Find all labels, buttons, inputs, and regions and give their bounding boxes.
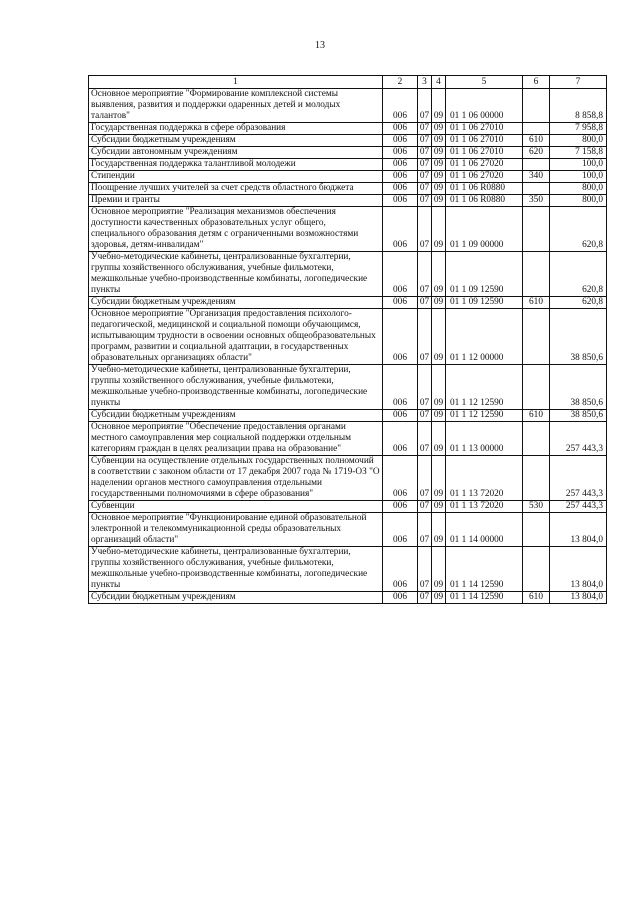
row-section-code: 07: [418, 207, 432, 252]
header-cell: 2: [383, 76, 418, 89]
table-row: [89, 365, 607, 410]
row-subsection-code: 09: [432, 456, 446, 501]
table-row: [89, 183, 607, 195]
row-grbs-code: 006: [383, 422, 418, 456]
row-target-article: 01 1 06 27020: [446, 159, 523, 171]
row-expense-type: [523, 513, 550, 547]
row-name: Учебно-методические кабинеты, централизованные бухгалтерии, группы хозяйственного обслуживания, учебные фильмотеки, межшкольные учебно-производственные комбинаты, логопедические пункты: [89, 365, 383, 410]
row-grbs-code: 006: [383, 183, 418, 195]
row-expense-type: 340: [523, 171, 550, 183]
row-target-article: 01 1 06 27010: [446, 147, 523, 159]
row-section-code: 07: [418, 89, 432, 123]
row-target-article: 01 1 12 00000: [446, 309, 523, 365]
row-section-code: 07: [418, 195, 432, 207]
row-target-article: 01 1 06 00000: [446, 89, 523, 123]
row-expense-type: 530: [523, 501, 550, 513]
row-section-code: 07: [418, 147, 432, 159]
row-subsection-code: 09: [432, 195, 446, 207]
row-subsection-code: 09: [432, 297, 446, 309]
row-target-article: 01 1 12 12590: [446, 365, 523, 410]
row-name: Субсидии бюджетным учреждениям: [89, 297, 383, 309]
row-name: Государственная поддержка в сфере образования: [89, 123, 383, 135]
table-row: [89, 207, 607, 252]
row-name: Основное мероприятие "Обеспечение предоставления органами местного самоуправления мер социальной поддержки отдельным категориям граждан в целях реализации права на образование": [89, 422, 383, 456]
row-amount: 7 958,8: [550, 123, 607, 135]
row-subsection-code: 09: [432, 135, 446, 147]
row-target-article: 01 1 06 27010: [446, 135, 523, 147]
row-name: Субвенции: [89, 501, 383, 513]
row-target-article: 01 1 14 12590: [446, 547, 523, 592]
table-row: [89, 252, 607, 297]
row-subsection-code: 09: [432, 147, 446, 159]
row-target-article: 01 1 13 72020: [446, 501, 523, 513]
row-subsection-code: 09: [432, 309, 446, 365]
table-row: [89, 147, 607, 159]
row-grbs-code: 006: [383, 592, 418, 604]
row-section-code: 07: [418, 513, 432, 547]
row-section-code: 07: [418, 501, 432, 513]
row-section-code: 07: [418, 422, 432, 456]
row-expense-type: [523, 547, 550, 592]
row-expense-type: [523, 456, 550, 501]
row-grbs-code: 006: [383, 195, 418, 207]
row-amount: 800,0: [550, 135, 607, 147]
row-subsection-code: 09: [432, 410, 446, 422]
row-expense-type: [523, 159, 550, 171]
row-grbs-code: 006: [383, 309, 418, 365]
row-grbs-code: 006: [383, 547, 418, 592]
table-row: [89, 159, 607, 171]
row-expense-type: [523, 89, 550, 123]
row-target-article: 01 1 06 R0880: [446, 183, 523, 195]
table-row: [89, 297, 607, 309]
row-amount: 38 850,6: [550, 309, 607, 365]
row-amount: 620,8: [550, 297, 607, 309]
row-section-code: 07: [418, 410, 432, 422]
row-subsection-code: 09: [432, 123, 446, 135]
row-expense-type: [523, 123, 550, 135]
row-name: Субвенции на осуществление отдельных государственных полномочий в соответствии с законом области от 17 декабря 2007 года № 1719-ОЗ "О наделении органов местного самоуправления отдельными государственными полномочиями в сфере образования": [89, 456, 383, 501]
row-expense-type: 350: [523, 195, 550, 207]
row-target-article: 01 1 06 R0880: [446, 195, 523, 207]
row-amount: 257 443,3: [550, 422, 607, 456]
row-amount: 8 858,8: [550, 89, 607, 123]
header-cell: 4: [432, 76, 446, 89]
row-target-article: 01 1 09 12590: [446, 297, 523, 309]
row-name: Субсидии бюджетным учреждениям: [89, 410, 383, 422]
row-grbs-code: 006: [383, 89, 418, 123]
row-amount: 100,0: [550, 159, 607, 171]
table-row: [89, 309, 607, 365]
row-subsection-code: 09: [432, 89, 446, 123]
row-expense-type: [523, 309, 550, 365]
row-subsection-code: 09: [432, 547, 446, 592]
row-amount: 620,8: [550, 207, 607, 252]
row-grbs-code: 006: [383, 171, 418, 183]
row-section-code: 07: [418, 171, 432, 183]
table-row: [89, 547, 607, 592]
row-subsection-code: 09: [432, 513, 446, 547]
row-section-code: 07: [418, 252, 432, 297]
row-grbs-code: 006: [383, 297, 418, 309]
row-grbs-code: 006: [383, 513, 418, 547]
table-body: [89, 76, 607, 604]
row-amount: 7 158,8: [550, 147, 607, 159]
row-expense-type: [523, 207, 550, 252]
row-grbs-code: 006: [383, 207, 418, 252]
table-row: [89, 171, 607, 183]
row-name: Стипендии: [89, 171, 383, 183]
row-grbs-code: 006: [383, 501, 418, 513]
header-cell: 1: [89, 76, 383, 89]
row-section-code: 07: [418, 365, 432, 410]
table-row: [89, 195, 607, 207]
row-name: Учебно-методические кабинеты, централизованные бухгалтерии, группы хозяйственного обслуживания, учебные фильмотеки, межшкольные учебно-производственные комбинаты, логопедические пункты: [89, 547, 383, 592]
budget-table: [88, 75, 607, 604]
table-row: [89, 422, 607, 456]
row-expense-type: 610: [523, 135, 550, 147]
row-section-code: 07: [418, 547, 432, 592]
row-name: Субсидии автономным учреждениям: [89, 147, 383, 159]
table-row: [89, 135, 607, 147]
row-grbs-code: 006: [383, 410, 418, 422]
table-row: [89, 123, 607, 135]
header-cell: 3: [418, 76, 432, 89]
row-expense-type: [523, 422, 550, 456]
row-subsection-code: 09: [432, 422, 446, 456]
table-row: [89, 592, 607, 604]
row-section-code: 07: [418, 297, 432, 309]
row-grbs-code: 006: [383, 159, 418, 171]
row-grbs-code: 006: [383, 135, 418, 147]
row-target-article: 01 1 09 00000: [446, 207, 523, 252]
row-expense-type: [523, 252, 550, 297]
row-amount: 800,0: [550, 183, 607, 195]
row-name: Субсидии бюджетным учреждениям: [89, 592, 383, 604]
row-grbs-code: 006: [383, 252, 418, 297]
row-name: Учебно-методические кабинеты, централизованные бухгалтерии, группы хозяйственного обслуживания, учебные фильмотеки, межшкольные учебно-производственные комбинаты, логопедические пункты: [89, 252, 383, 297]
row-section-code: 07: [418, 159, 432, 171]
table-header-row: [89, 76, 607, 89]
row-subsection-code: 09: [432, 252, 446, 297]
table-row: [89, 456, 607, 501]
row-amount: 620,8: [550, 252, 607, 297]
row-target-article: 01 1 06 27010: [446, 123, 523, 135]
row-name: Основное мероприятие "Организация предоставления психолого-педагогической, медицинской и социальной помощи обучающимся, испытывающим трудности в освоении основных общеобразовательных программ, развитии и социальной адаптации, в государственных образовательных организациях области": [89, 309, 383, 365]
row-expense-type: 610: [523, 592, 550, 604]
row-grbs-code: 006: [383, 456, 418, 501]
row-amount: 13 804,0: [550, 547, 607, 592]
row-expense-type: [523, 365, 550, 410]
row-amount: 257 443,3: [550, 456, 607, 501]
table-row: [89, 501, 607, 513]
row-target-article: 01 1 12 12590: [446, 410, 523, 422]
row-target-article: 01 1 13 72020: [446, 456, 523, 501]
row-subsection-code: 09: [432, 171, 446, 183]
header-cell: 6: [523, 76, 550, 89]
row-section-code: 07: [418, 592, 432, 604]
row-name: Субсидии бюджетным учреждениям: [89, 135, 383, 147]
row-grbs-code: 006: [383, 123, 418, 135]
row-target-article: 01 1 14 00000: [446, 513, 523, 547]
header-cell: 5: [446, 76, 523, 89]
row-amount: 800,0: [550, 195, 607, 207]
header-cell: 7: [550, 76, 607, 89]
row-section-code: 07: [418, 183, 432, 195]
row-expense-type: [523, 183, 550, 195]
table-row: [89, 89, 607, 123]
row-target-article: 01 1 13 00000: [446, 422, 523, 456]
table-row: [89, 513, 607, 547]
row-target-article: 01 1 14 12590: [446, 592, 523, 604]
row-expense-type: 620: [523, 147, 550, 159]
row-amount: 257 443,3: [550, 501, 607, 513]
row-grbs-code: 006: [383, 147, 418, 159]
row-amount: 100,0: [550, 171, 607, 183]
page-number: 13: [315, 40, 325, 51]
row-amount: 38 850,6: [550, 410, 607, 422]
row-amount: 13 804,0: [550, 513, 607, 547]
row-subsection-code: 09: [432, 365, 446, 410]
row-name: Основное мероприятие "Формирование комплексной системы выявления, развития и поддержки одаренных детей и молодых талантов": [89, 89, 383, 123]
row-section-code: 07: [418, 123, 432, 135]
row-subsection-code: 09: [432, 501, 446, 513]
row-expense-type: 610: [523, 410, 550, 422]
row-name: Государственная поддержка талантливой молодежи: [89, 159, 383, 171]
row-subsection-code: 09: [432, 592, 446, 604]
row-name: Премии и гранты: [89, 195, 383, 207]
row-target-article: 01 1 06 27020: [446, 171, 523, 183]
row-name: Основное мероприятие "Функционирование единой образовательной электронной и телекоммуникационной среды образовательных организаций области": [89, 513, 383, 547]
row-amount: 38 850,6: [550, 365, 607, 410]
row-expense-type: 610: [523, 297, 550, 309]
row-section-code: 07: [418, 135, 432, 147]
row-section-code: 07: [418, 456, 432, 501]
row-name: Основное мероприятие "Реализация механизмов обеспечения доступности качественных образовательных услуг общего, специального образования детям с ограниченными возможностями здоровья, детям-инвалидам": [89, 207, 383, 252]
row-amount: 13 804,0: [550, 592, 607, 604]
row-name: Поощрение лучших учителей за счет средств областного бюджета: [89, 183, 383, 195]
row-subsection-code: 09: [432, 183, 446, 195]
row-subsection-code: 09: [432, 207, 446, 252]
row-target-article: 01 1 09 12590: [446, 252, 523, 297]
row-section-code: 07: [418, 309, 432, 365]
table-row: [89, 410, 607, 422]
row-grbs-code: 006: [383, 365, 418, 410]
row-subsection-code: 09: [432, 159, 446, 171]
